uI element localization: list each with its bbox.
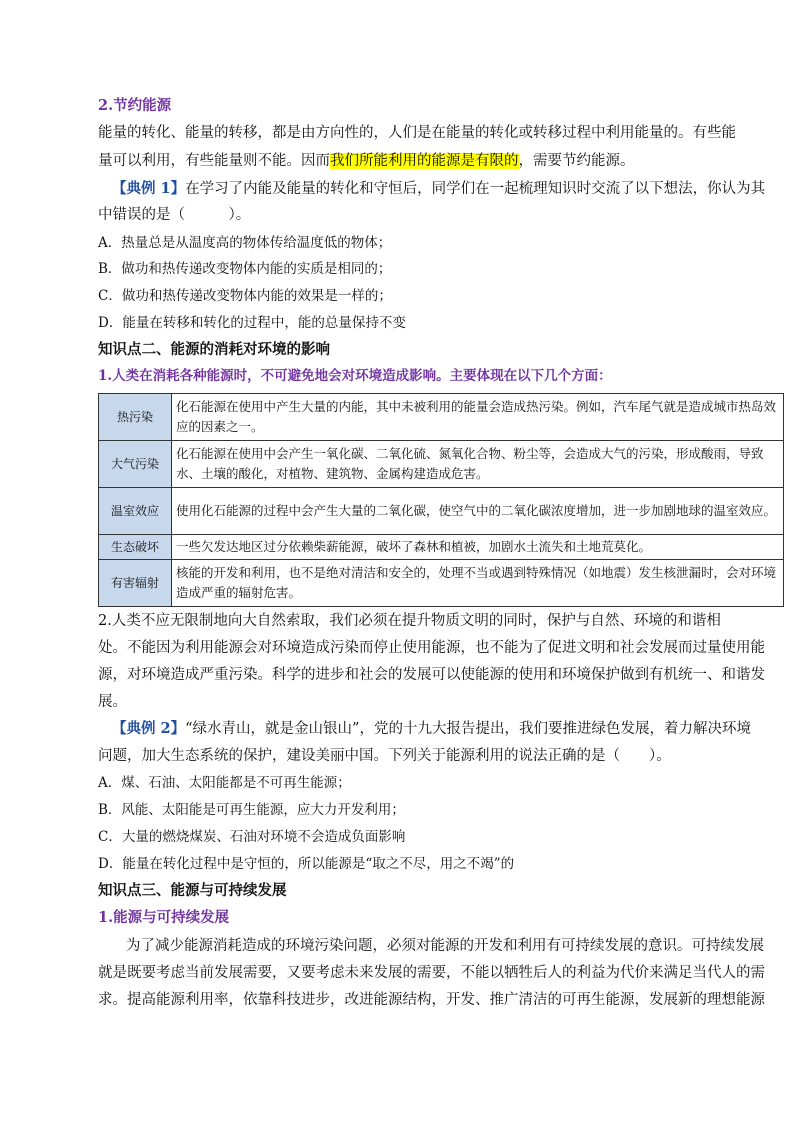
paragraph-line: 为了减少能源消耗造成的环境污染问题，必须对能源的开发和利用有可持续发展的意识。可持续发展 [126,938,764,954]
paragraph-line: 能量的转化、能量的转移，都是由方向性的，人们是在能量的转化或转移过程中利用能量的。有些能 [98,125,736,141]
subheading: 1.人类在消耗各种能源时，不可避免地会对环境造成影响。主要体现在以下几个方面： [98,368,612,384]
table-key: 热污染 [99,394,172,441]
paragraph-line: 源，对环境造成严重污染。科学的进步和社会的发展可以使能源的使用和环境保护做到有机统一、和谐发 [98,667,765,683]
paragraph-text: ，需要节约能源。 [518,153,635,169]
question-text: “绿水青山，就是金山银山”，党的十九大报告提出，我们要推进绿色发展，着力解决环境 [185,721,751,737]
knowledge-point-title: 知识点二、能源的消耗对环境的影响 [98,341,330,358]
table-value: 一些欠发达地区过分依赖柴薪能源，破坏了森林和植被，加剧水土流失和土地荒莫化。 [172,535,784,560]
paragraph-line: 展。 [98,694,127,710]
example-question-line [112,179,765,199]
paragraph-line: 就是既要考虑当前发展需要，又要考虑未来发展的需要，不能以牺牲后人的利益为代价来满足当代人的需 [98,965,765,981]
table-value: 化石能源在使用中产生大量的内能，其中未被利用的能量会造成热污染。例如，汽车尾气就是造成城市热岛效应的因素之一。 [172,394,784,441]
option-a: A．煤、石油、太阳能都是不可再生能源； [98,775,351,791]
knowledge-point-title: 知识点三、能源与可持续发展 [98,882,287,899]
option-b: B．做功和热传递改变物体内能的实质是相同的； [98,261,392,277]
question-text: 在学习了内能及能量的转化和守恒后，同学们在一起梳理知识时交流了以下想法，你认为其 [185,181,766,197]
option-d: D．能量在转化过程中是守恒的，所以能源是“取之不尽，用之不竭”的 [98,856,515,872]
table-value: 核能的开发和利用，也不是绝对清洁和安全的，处理不当或遇到特殊情况（如地震）发生核泄漏时，会对环境造成严重的辐射危害。 [172,560,784,607]
example-tag: 【典例 1】 [112,180,186,197]
table-key: 大气污染 [99,441,172,488]
table-key: 温室效应 [99,488,172,535]
option-b: B．风能、太阳能是可再生能源，应大力开发利用； [98,802,405,818]
table-row [99,488,784,535]
impact-table [98,393,784,607]
example-question-line [112,719,751,739]
table-value: 化石能源在使用中会产生一氧化碳、二氧化硫、氮氧化合物、粉尘等，会造成大气的污染，形成酸雨，导致水、土壤的酸化，对植物、建筑物、金属构建造成危害。 [172,441,784,488]
example-tag: 【典例 2】 [112,720,186,737]
table-value: 使用化石能源的过程中会产生大量的二氧化碳，使空气中的二氧化碳浓度增加，进一步加剧地球的温室效应。 [172,488,784,535]
highlighted-text: 我们所能利用的能源是有限的 [330,153,519,169]
question-text: 问题，加大生态系统的保护，建设美丽中国。下列关于能源利用的说法正确的是（ ）。 [98,748,671,764]
paragraph-line: 处。不能因为利用能源会对环境造成污染而停止使用能源，也不能为了促进文明和社会发展而过量使用能 [98,640,765,656]
option-d: D．能量在转移和转化的过程中，能的总量保持不变 [98,315,406,331]
paragraph-line: 2.人类不应无限制地向大自然索取，我们必须在提升物质文明的同时，保护与自然、环境的和谐相 [98,613,721,629]
option-a: A．热量总是从温度高的物体传给温度低的物体； [98,235,392,251]
table-key: 有害辐射 [99,560,172,607]
paragraph-line: 求。提高能源利用率，依靠科技进步，改进能源结构，开发、推广清洁的可再生能源，发展新的理想能源 [98,992,765,1008]
table-row [99,560,784,607]
table-key: 生态破坏 [99,535,172,560]
option-c: C．大量的燃烧煤炭、石油对环境不会造成负面影响 [98,829,406,845]
paragraph-line [98,151,635,171]
table-row [99,535,784,560]
table-row [99,441,784,488]
subheading: 1.能源与可持续发展 [98,909,230,926]
option-c: C．做功和热传递改变物体内能的效果是一样的； [98,288,392,304]
table-row [99,394,784,441]
paragraph-text: 量可以利用，有些能量则不能。因而 [98,153,330,169]
question-text: 中错误的是（ ）。 [98,207,251,223]
section-heading-energy-saving: 2.节约能源 [98,97,172,114]
